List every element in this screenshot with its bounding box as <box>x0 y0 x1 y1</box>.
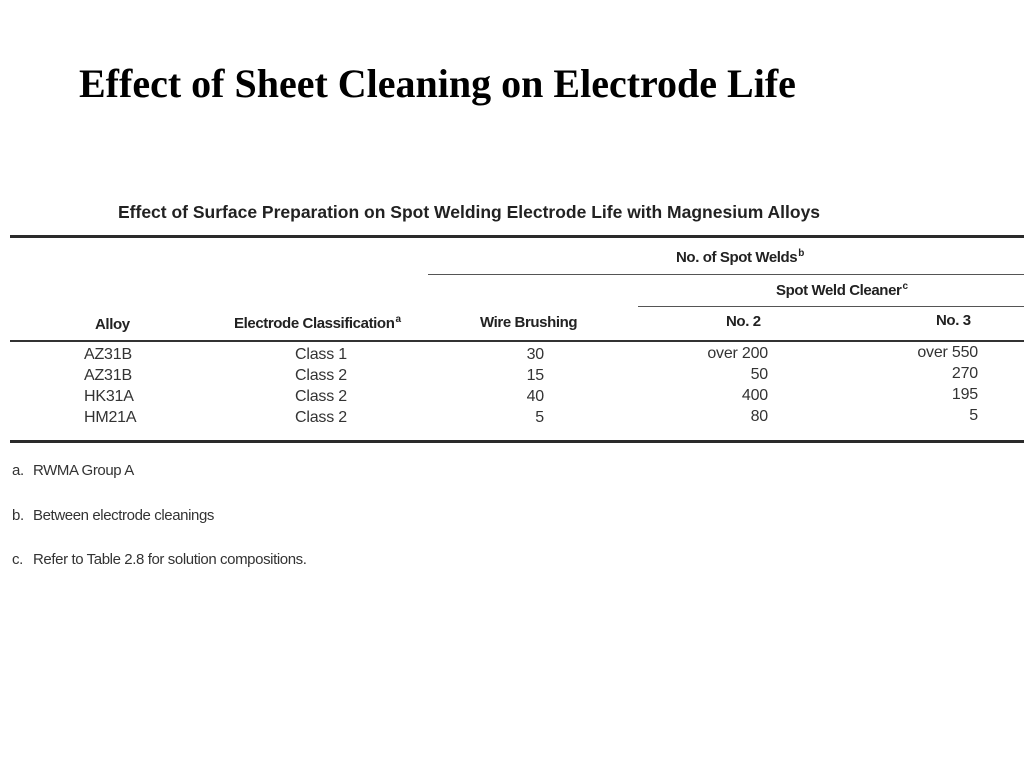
col-header-wire-brushing: Wire Brushing <box>480 314 578 331</box>
footnote-c: c. Refer to Table 2.8 for solution compositions. <box>12 551 307 568</box>
footnote-mark-c: c <box>902 281 908 292</box>
cell-alloy: AZ31B <box>84 367 132 384</box>
top-rule <box>10 235 1024 238</box>
table-caption: Effect of Surface Preparation on Spot Welding Electrode Life with Magnesium Alloys <box>118 202 821 222</box>
col-header-no3: No. 3 <box>936 312 971 329</box>
footnote-a: a. RWMA Group A <box>12 462 134 479</box>
col-no2 <box>680 343 768 427</box>
col-electrode <box>295 344 347 428</box>
cell-alloy: HM21A <box>84 409 137 426</box>
cell-no2: over 200 <box>707 345 768 362</box>
cell-no2: 400 <box>741 387 768 404</box>
col-header-alloy: Alloy <box>95 316 130 333</box>
cell-wire: 15 <box>526 367 544 384</box>
cell-electrode: Class 2 <box>295 367 347 384</box>
cell-no3: 195 <box>951 386 978 403</box>
cell-no2: 80 <box>750 408 768 425</box>
cell-no3: 270 <box>951 365 978 382</box>
cell-wire: 40 <box>526 388 544 405</box>
footnote-mark-b: b <box>798 248 804 259</box>
cell-electrode: Class 2 <box>295 409 347 426</box>
bottom-rule <box>10 440 1024 443</box>
cell-alloy: AZ31B <box>84 346 132 363</box>
cell-wire: 5 <box>535 409 544 426</box>
footnote-mark-a: a <box>395 314 401 325</box>
cell-no2: 50 <box>750 366 768 383</box>
footnote-b: b. Between electrode cleanings <box>12 507 214 524</box>
col-alloy <box>84 344 136 428</box>
cell-wire: 30 <box>526 346 544 363</box>
col-header-no2: No. 2 <box>726 313 761 330</box>
header-rule <box>10 340 1024 342</box>
cell-alloy: HK31A <box>84 388 134 405</box>
group-header-spot-welds: No. of Spot Welds$^b$ <box>676 248 804 266</box>
cell-no3: over 550 <box>917 344 978 361</box>
col-header-electrode: Electrode Classification$^a$ <box>234 314 401 332</box>
cell-no3: 5 <box>969 407 978 424</box>
group-rule <box>428 274 1024 275</box>
col-wire-brushing <box>490 344 544 428</box>
col-no3 <box>890 342 978 426</box>
slide-title: Effect of Sheet Cleaning on Electrode Life <box>79 61 796 106</box>
cell-electrode: Class 1 <box>295 346 347 363</box>
cell-electrode: Class 2 <box>295 388 347 405</box>
subgroup-rule <box>638 306 1024 307</box>
subgroup-header-cleaner: Spot Weld Cleaner$^c$ <box>776 281 908 299</box>
